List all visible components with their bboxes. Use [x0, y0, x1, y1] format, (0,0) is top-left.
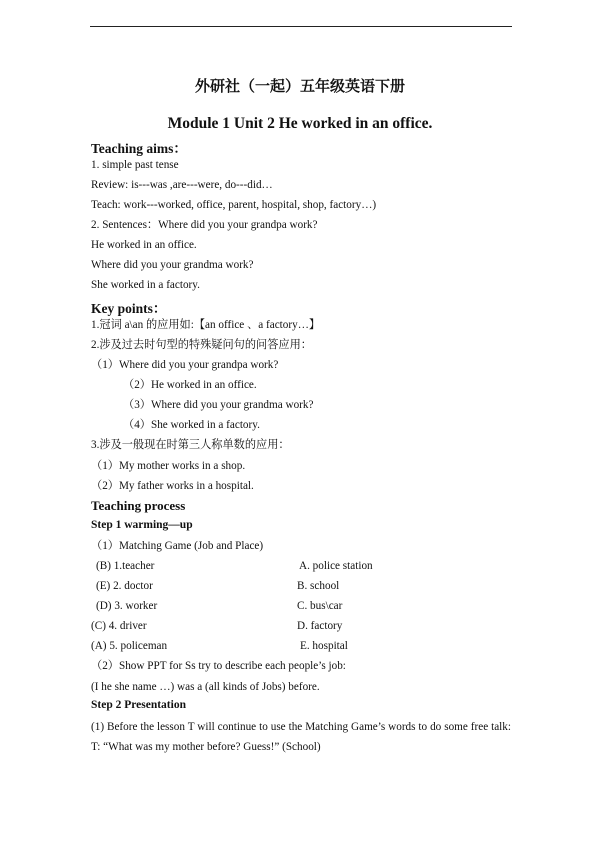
aims-line: Where did you your grandma work? [91, 259, 254, 271]
ppt-pattern: (I he she name …) was a (all kinds of Jobs) before. [91, 681, 320, 693]
match-job: (C) 4. driver [91, 620, 147, 632]
aims-line: He worked in an office. [91, 239, 197, 251]
aims-line: 1. simple past tense [91, 159, 179, 171]
teaching-aims-heading: Teaching aims： [91, 141, 187, 156]
key-point-line: （4）She worked in a factory. [123, 419, 260, 431]
teaching-process-heading: Teaching process [91, 498, 186, 513]
key-point-line: （2）My father works in a hospital. [91, 480, 254, 492]
match-job: (D) 3. worker [96, 600, 158, 612]
aims-line: Teach: work---worked, office, parent, hospital, shop, factory…) [91, 199, 377, 211]
match-job: (B) 1.teacher [96, 560, 155, 572]
key-point-line: 1.冠词 a\an 的应用如:【an office 、a factory…】 [91, 319, 321, 331]
key-point-line: （1）My mother works in a shop. [91, 460, 246, 472]
aims-line: She worked in a factory. [91, 279, 200, 291]
match-place: D. factory [297, 620, 343, 632]
key-point-line: （3）Where did you your grandma work? [123, 399, 314, 411]
match-place: B. school [297, 580, 340, 592]
module-title: Module 1 Unit 2 He worked in an office. [167, 115, 433, 132]
match-place: C. bus\car [297, 600, 343, 612]
key-points-heading: Key points： [91, 301, 167, 316]
header-rule [90, 26, 512, 27]
match-place: E. hospital [300, 640, 348, 652]
match-job: (A) 5. policeman [91, 640, 168, 652]
key-point-line: （1）Where did you your grandpa work? [91, 359, 279, 371]
key-point-line: 3.涉及一般现在时第三人称单数的应用： [91, 439, 290, 451]
aims-line: Review: is---was ,are---were, do---did… [91, 179, 273, 191]
doc-title: 外研社（一起）五年级英语下册 [194, 79, 405, 95]
presentation-paragraph: (1) Before the lesson T will continue to use the Matching Game’s words to do some free talk: T: “What was my mother before? Guess!” (School) [91, 721, 511, 753]
matching-game-title: （1）Matching Game (Job and Place) [91, 540, 264, 552]
match-place: A. police station [299, 560, 373, 572]
aims-line: 2. Sentences：Where did you your grandpa work? [91, 219, 318, 231]
step1-heading: Step 1 warming—up [91, 519, 193, 531]
step2-heading: Step 2 Presentation [91, 699, 186, 711]
ppt-instruction: （2）Show PPT for Ss try to describe each people’s job: [91, 660, 346, 672]
match-job: (E) 2. doctor [96, 580, 153, 592]
key-point-line: 2.涉及过去时句型的特殊疑问句的问答应用： [91, 339, 312, 351]
key-point-line: （2）He worked in an office. [123, 379, 257, 391]
